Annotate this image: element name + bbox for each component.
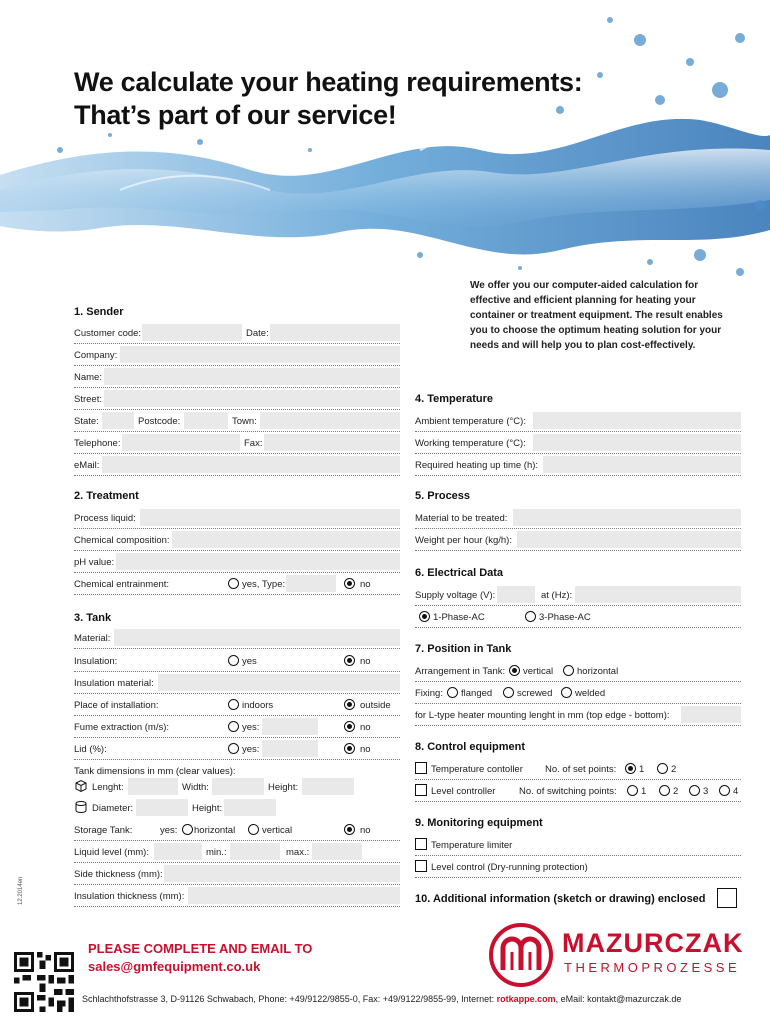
l-type-label: for L-type heater mounting lenght in mm (top edge - bottom): [415, 710, 670, 721]
section-process-heading: 5. Process [415, 490, 471, 502]
email-row [74, 455, 400, 476]
section-tank-heading: 3. Tank [74, 612, 112, 624]
company-label: Company: [74, 350, 118, 361]
fume-yes-radio[interactable] [228, 721, 239, 732]
level-control-label: Level control (Dry-running protection) [431, 862, 588, 873]
name-field[interactable] [104, 368, 400, 385]
fixing-screwed-label: screwed [517, 688, 553, 699]
height2-field[interactable] [224, 799, 276, 816]
place-of-installation-row [74, 695, 400, 716]
material-treated-field[interactable] [513, 509, 741, 526]
section-electrical-heading: 6. Electrical Data [415, 567, 504, 579]
lenght-field[interactable] [128, 778, 178, 795]
ambient-temp-field[interactable] [533, 412, 741, 429]
temp-controller-label: Temperature contoller [431, 764, 523, 775]
side-thickness-row [74, 864, 400, 885]
dimensions-box-row [74, 777, 400, 797]
additional-info-checkbox[interactable] [717, 888, 737, 908]
height-label: Height: [268, 782, 299, 793]
tank-dimensions-label: Tank dimensions in mm (clear values): [74, 766, 236, 777]
material-row [74, 628, 400, 649]
switching-2-label: 2 [673, 786, 679, 797]
ph-value-row [74, 552, 400, 573]
company-row [74, 345, 400, 366]
lid-yes-radio[interactable] [228, 743, 239, 754]
temp-limiter-row [415, 835, 741, 856]
title-line-1: We calculate your heating requirements: [74, 67, 583, 97]
liquid-level-row [74, 842, 400, 863]
telephone-row [74, 433, 400, 454]
phase1-radio[interactable] [419, 611, 430, 622]
switching-1-radio[interactable] [627, 785, 638, 796]
heating-time-row [415, 455, 741, 476]
switching-4-label: 4 [733, 786, 739, 797]
set-points-2-label: 2 [671, 764, 677, 775]
section-position-heading: 7. Position in Tank [415, 643, 512, 655]
level-controller-checkbox[interactable] [415, 784, 427, 796]
water-splash-image [0, 0, 770, 300]
switching-4-radio[interactable] [719, 785, 730, 796]
heating-time-field[interactable] [543, 456, 741, 473]
arrangement-vertical-label: vertical [523, 666, 554, 677]
section-additional-heading: 10. Additional information (sketch or drawing) enclosed [415, 893, 706, 905]
document-code: 12.2014en [18, 876, 24, 905]
insulation-label: Insulation: [74, 656, 118, 667]
switching-1-label: 1 [641, 786, 647, 797]
street-label: Street: [74, 394, 102, 405]
name-label: Name: [74, 372, 102, 383]
ph-value-label: pH value: [74, 557, 115, 568]
switching-2-radio[interactable] [659, 785, 670, 796]
fume-no-label: no [360, 722, 371, 733]
town-label: Town: [232, 416, 257, 427]
section-temperature-heading: 4. Temperature [415, 393, 494, 405]
entrainment-yes-radio[interactable] [228, 578, 239, 589]
fax-field[interactable] [264, 434, 400, 451]
fixing-row [415, 683, 741, 704]
telephone-field[interactable] [122, 434, 240, 451]
outside-radio[interactable] [344, 699, 355, 710]
phase3-radio[interactable] [525, 611, 536, 622]
process-liquid-label: Process liquid: [74, 513, 136, 524]
max-label: max.: [286, 847, 310, 858]
width-label: Width: [182, 782, 209, 793]
cta-email-link[interactable]: sales@gmfequipment.co.uk [88, 959, 261, 974]
street-row [74, 389, 400, 410]
street-field[interactable] [104, 390, 400, 407]
set-points-1-radio[interactable] [625, 763, 636, 774]
phase1-label: 1-Phase-AC [433, 612, 485, 623]
fax-label: Fax: [244, 438, 263, 449]
entrainment-no-label: no [360, 579, 371, 590]
section-sender-heading: 1. Sender [74, 306, 124, 318]
supply-voltage-label: Supply voltage (V): [415, 590, 496, 601]
at-hz-label: at (Hz): [541, 590, 573, 601]
chemical-entrainment-row [74, 574, 400, 595]
mazurczak-logo-icon [488, 922, 554, 988]
material-treated-label: Material to be treated: [415, 513, 508, 524]
width-field[interactable] [212, 778, 264, 795]
level-controller-label: Level controller [431, 786, 496, 797]
intro-text: We offer you our computer-aided calculation for effective and efficient planning for heating your container or treatment equipment. The result enables you to choose the optimum heating solution for your needs and will help you to plan cost-effectively. [470, 280, 723, 351]
outside-label: outside [360, 700, 391, 711]
date-field[interactable] [270, 324, 400, 341]
logo-wordmark: MAZURCZAK [562, 928, 744, 958]
lid-no-radio[interactable] [344, 743, 355, 754]
working-temp-row [415, 433, 741, 454]
storage-horizontal-radio[interactable] [182, 824, 193, 835]
storage-tank-row [74, 820, 400, 841]
customer-code-row [74, 323, 400, 344]
temp-controller-row [415, 759, 741, 780]
cta-line-1: PLEASE COMPLETE AND EMAIL TO [88, 941, 313, 956]
insulation-yes-label: yes [242, 656, 257, 667]
state-field[interactable] [102, 412, 134, 429]
insulation-no-radio[interactable] [344, 655, 355, 666]
lid-no-label: no [360, 744, 371, 755]
fume-extraction-label: Fume extraction (m/s): [74, 722, 170, 733]
section-treatment-heading: 2. Treatment [74, 490, 139, 502]
state-row [74, 411, 400, 432]
storage-vertical-label: vertical [262, 825, 293, 836]
min-field[interactable] [230, 843, 280, 860]
insulation-yes-radio[interactable] [228, 655, 239, 666]
height2-label: Height: [192, 803, 223, 814]
side-thickness-field[interactable] [164, 865, 400, 882]
footer-address [82, 994, 681, 1004]
chemical-composition-field[interactable] [172, 531, 400, 548]
chemical-composition-label: Chemical composition: [74, 535, 170, 546]
height-field[interactable] [302, 778, 354, 795]
postcode-label: Postcode: [138, 416, 181, 427]
l-type-field[interactable] [681, 706, 741, 723]
temp-controller-checkbox[interactable] [415, 762, 427, 774]
arrangement-horizontal-label: horizontal [577, 666, 619, 677]
entrainment-yes-label: yes, Type: [242, 579, 286, 590]
fume-extraction-row [74, 717, 400, 738]
weight-field[interactable] [517, 531, 741, 548]
weight-row [415, 530, 741, 551]
insulation-material-row [74, 673, 400, 694]
address-text-post: , eMail: kontakt@mazurczak.de [555, 994, 682, 1004]
chemical-composition-row [74, 530, 400, 551]
insulation-row [74, 651, 400, 672]
set-points-1-label: 1 [639, 764, 645, 775]
insulation-thickness-row [74, 886, 400, 907]
lid-label: Lid (%): [74, 744, 107, 755]
dimensions-cylinder-row [74, 798, 400, 818]
title-line-2: That’s part of our service! [74, 100, 397, 130]
lid-field[interactable] [262, 740, 318, 757]
arrangement-label: Arrangement in Tank: [415, 666, 506, 677]
set-points-label: No. of set points: [545, 764, 617, 775]
arrangement-row [415, 661, 741, 682]
max-field[interactable] [312, 843, 362, 860]
level-control-row [415, 857, 741, 878]
place-of-installation-label: Place of installation: [74, 700, 159, 711]
town-field[interactable] [260, 412, 400, 429]
switching-points-label: No. of switching points: [519, 786, 617, 797]
temp-limiter-label: Temperature limiter [431, 840, 513, 851]
telephone-label: Telephone: [74, 438, 121, 449]
lenght-label: Lenght: [92, 782, 124, 793]
material-treated-row [415, 508, 741, 529]
fixing-flanged-label: flanged [461, 688, 493, 699]
page-title [74, 66, 582, 132]
logo-subtitle: THERMOPROZESSE [564, 960, 741, 975]
working-temp-label: Working temperature (°C): [415, 438, 526, 449]
section-control-heading: 8. Control equipment [415, 741, 525, 753]
lid-yes-label: yes: [242, 744, 260, 755]
liquid-level-label: Liquid level (mm): [74, 847, 149, 858]
storage-horizontal-label: horizontal [194, 825, 236, 836]
weight-label: Weight per hour (kg/h): [415, 535, 512, 546]
email-label: eMail: [74, 460, 100, 471]
storage-no-label: no [360, 825, 371, 836]
state-label: State: [74, 416, 99, 427]
l-type-row [415, 705, 741, 726]
level-controller-row [415, 781, 741, 802]
indoors-radio[interactable] [228, 699, 239, 710]
at-hz-field[interactable] [575, 586, 741, 603]
box-tank-icon [74, 779, 88, 793]
supply-voltage-field[interactable] [497, 586, 535, 603]
section-monitoring-heading: 9. Monitoring equipment [415, 817, 543, 829]
insulation-thickness-label: Insulation thickness (mm): [74, 891, 185, 902]
website-link[interactable]: rotkappe.com [496, 994, 556, 1004]
insulation-no-label: no [360, 656, 371, 667]
name-row [74, 367, 400, 388]
ambient-temp-row [415, 411, 741, 432]
level-control-checkbox[interactable] [415, 860, 427, 872]
process-liquid-field[interactable] [140, 509, 400, 526]
indoors-label: indoors [242, 700, 274, 711]
liquid-level-field[interactable] [154, 843, 202, 860]
insulation-material-label: Insulation material: [74, 678, 154, 689]
material-field[interactable] [114, 629, 400, 646]
fixing-screwed-radio[interactable] [503, 687, 514, 698]
set-points-2-radio[interactable] [657, 763, 668, 774]
storage-yes-label: yes: [160, 825, 178, 836]
diameter-field[interactable] [136, 799, 188, 816]
fume-extraction-field[interactable] [262, 718, 318, 735]
fume-no-radio[interactable] [344, 721, 355, 732]
call-to-action [88, 940, 312, 976]
qr-code-image [14, 952, 74, 1012]
cylinder-tank-icon [74, 800, 88, 814]
customer-code-field[interactable] [142, 324, 242, 341]
heating-time-label: Required heating up time (h): [415, 460, 539, 471]
storage-tank-label: Storage Tank: [74, 825, 133, 836]
material-label: Material: [74, 633, 111, 644]
date-label: Date: [246, 328, 269, 339]
entrainment-type-field[interactable] [286, 575, 336, 592]
lid-row [74, 739, 400, 760]
fixing-flanged-radio[interactable] [447, 687, 458, 698]
phase3-label: 3-Phase-AC [539, 612, 591, 623]
working-temp-field[interactable] [533, 434, 741, 451]
temp-limiter-checkbox[interactable] [415, 838, 427, 850]
fixing-welded-radio[interactable] [561, 687, 572, 698]
arrangement-vertical-radio[interactable] [509, 665, 520, 676]
storage-no-radio[interactable] [344, 824, 355, 835]
entrainment-no-radio[interactable] [344, 578, 355, 589]
fixing-label: Fixing: [415, 688, 443, 699]
phase-row [415, 607, 741, 628]
ambient-temp-label: Ambient temperature (°C): [415, 416, 526, 427]
fume-yes-label: yes: [242, 722, 260, 733]
storage-vertical-radio[interactable] [248, 824, 259, 835]
switching-3-radio[interactable] [689, 785, 700, 796]
ph-value-field[interactable] [116, 553, 400, 570]
side-thickness-label: Side thickness (mm): [74, 869, 163, 880]
switching-3-label: 3 [703, 786, 709, 797]
customer-code-label: Customer code: [74, 328, 142, 339]
company-field[interactable] [120, 346, 400, 363]
postcode-field[interactable] [184, 412, 228, 429]
insulation-thickness-field[interactable] [188, 887, 400, 904]
address-text-pre: Schlachthofstrasse 3, D-91126 Schwabach, Phone: +49/9122/9855-0, Fax: +49/9122/9855-99, Internet: [82, 994, 497, 1004]
email-field[interactable] [102, 456, 400, 473]
insulation-material-field[interactable] [158, 674, 400, 691]
supply-voltage-row [415, 585, 741, 606]
diameter-label: Diameter: [92, 803, 134, 814]
min-label: min.: [206, 847, 227, 858]
arrangement-horizontal-radio[interactable] [563, 665, 574, 676]
chemical-entrainment-label: Chemical entrainment: [74, 579, 170, 590]
fixing-welded-label: welded [575, 688, 606, 699]
process-liquid-row [74, 508, 400, 529]
